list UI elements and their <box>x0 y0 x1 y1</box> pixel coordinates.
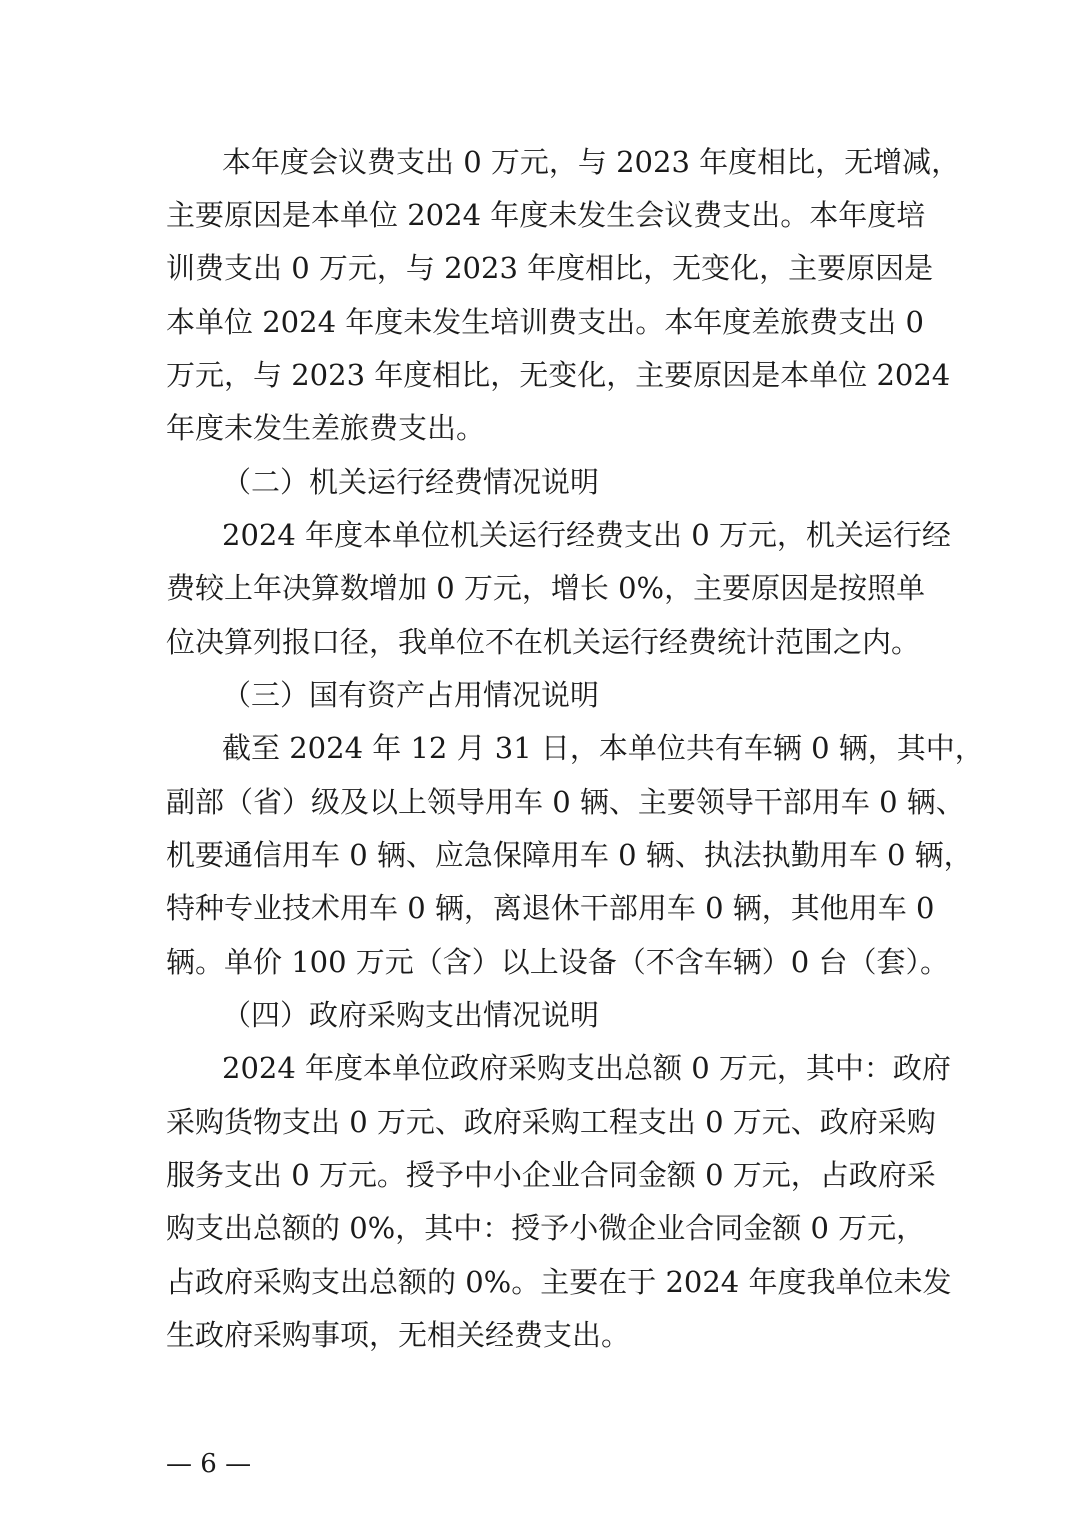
page-number: — 6 — <box>166 1449 252 1479</box>
paragraph-line: 特种专业技术用车 0 辆，离退休干部用车 0 辆，其他用车 0 <box>166 891 935 925</box>
paragraph-line: 本年度会议费支出 0 万元，与 2023 年度相比，无增减， <box>222 145 961 179</box>
paragraph-line: 采购货物支出 0 万元、政府采购工程支出 0 万元、政府采购 <box>166 1105 936 1139</box>
paragraph-line: 副部（省）级及以上领导用车 0 辆、主要领导干部用车 0 辆、 <box>166 785 965 819</box>
section-heading: （二）机关运行经费情况说明 <box>222 465 600 499</box>
paragraph-line: 本单位 2024 年度未发生培训费支出。本年度差旅费支出 0 <box>166 305 924 339</box>
paragraph-line: 辆。单价 100 万元（含）以上设备（不含车辆）0 台（套）。 <box>166 945 949 979</box>
paragraph-line: 年度未发生差旅费支出。 <box>166 411 486 445</box>
paragraph-line: 万元，与 2023 年度相比，无变化，主要原因是本单位 2024 <box>166 358 951 392</box>
paragraph-line: 购支出总额的 0%，其中：授予小微企业合同金额 0 万元， <box>166 1211 926 1245</box>
paragraph-line: 生政府采购事项，无相关经费支出。 <box>166 1318 631 1352</box>
paragraph-line: 费较上年决算数增加 0 万元，增长 0%，主要原因是按照单 <box>166 571 926 605</box>
paragraph-line: 占政府采购支出总额的 0%。主要在于 2024 年度我单位未发 <box>166 1265 952 1299</box>
section-heading: （三）国有资产占用情况说明 <box>222 678 600 712</box>
paragraph-line: 截至 2024 年 12 月 31 日，本单位共有车辆 0 辆，其中， <box>222 731 984 765</box>
paragraph-line: 机要通信用车 0 辆、应急保障用车 0 辆、执法执勤用车 0 辆， <box>166 838 973 872</box>
paragraph-line: 服务支出 0 万元。授予中小企业合同金额 0 万元，占政府采 <box>166 1158 936 1192</box>
paragraph-line: 训费支出 0 万元，与 2023 年度相比，无变化，主要原因是 <box>166 251 934 285</box>
paragraph-line: 位决算列报口径，我单位不在机关运行经费统计范围之内。 <box>166 625 921 659</box>
section-heading: （四）政府采购支出情况说明 <box>222 998 600 1032</box>
paragraph-line: 主要原因是本单位 2024 年度未发生会议费支出。本年度培 <box>166 198 926 232</box>
paragraph-line: 2024 年度本单位机关运行经费支出 0 万元，机关运行经 <box>222 518 951 552</box>
paragraph-line: 2024 年度本单位政府采购支出总额 0 万元，其中：政府 <box>222 1051 951 1085</box>
